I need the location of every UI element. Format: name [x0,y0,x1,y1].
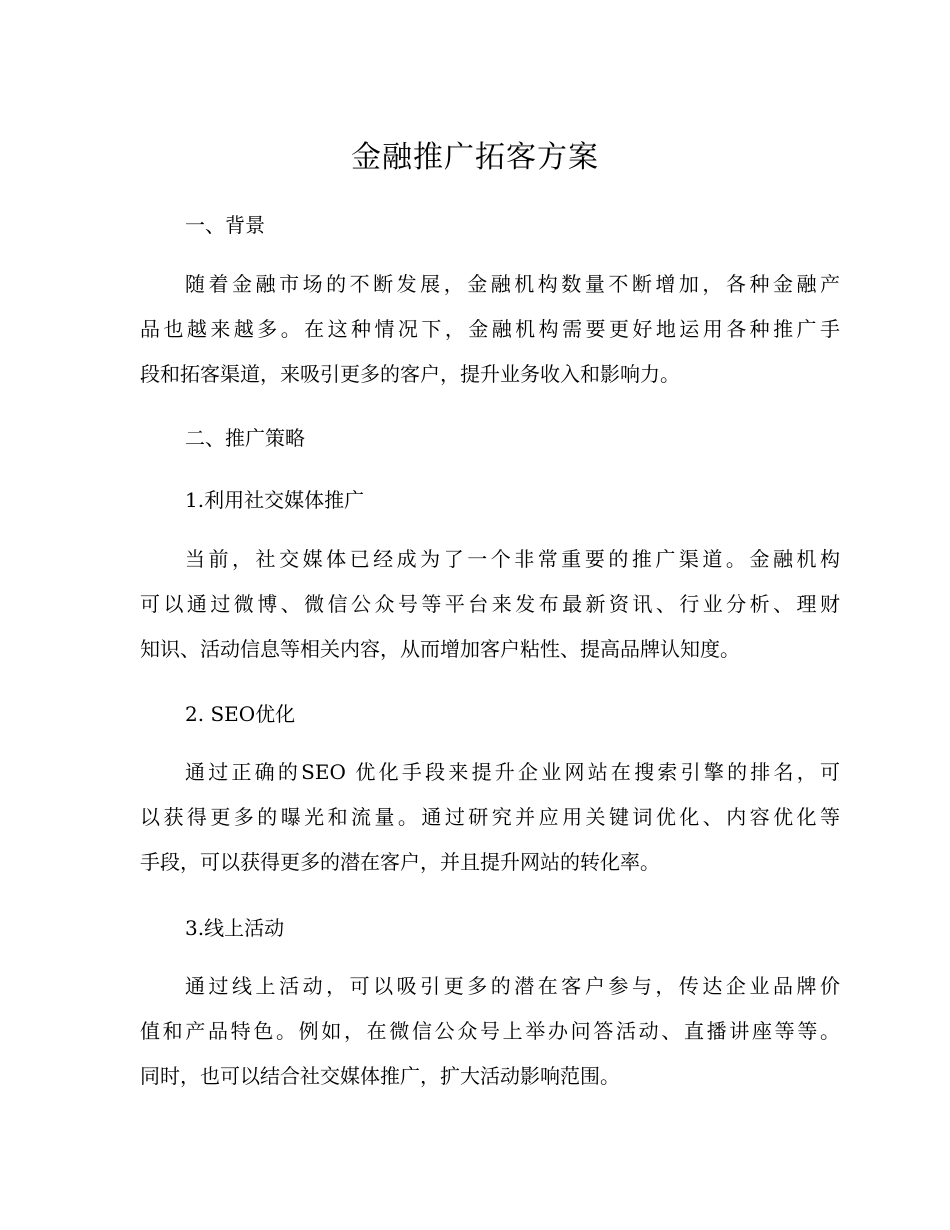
section-heading-background: 一、背景 [185,213,265,237]
paragraph-line: 当前，社交媒体已经成为了一个非常重要的推广渠道。金融机构 [185,547,840,571]
paragraph-line: 段和拓客渠道，来吸引更多的客户，提升业务收入和影响力。 [140,362,680,386]
paragraph-social-media [140,537,840,672]
paragraph-line: 品也越来越多。在这种情况下，金融机构需要更好地运用各种推广手 [140,317,840,341]
paragraph-line: 手段，可以获得更多的潜在客户，并且提升网站的转化率。 [140,850,660,874]
paragraph-line: 通过线上活动，可以吸引更多的潜在客户参与，传达企业品牌价 [185,974,840,998]
section-heading-strategy: 二、推广策略 [185,426,305,450]
document-title: 金融推广拓客方案 [351,140,599,175]
paragraph-online-activity [140,964,840,1099]
subheading-online-activity: 3.线上活动 [185,916,285,940]
paragraph-line: 以获得更多的曝光和流量。通过研究并应用关键词优化、内容优化等 [140,805,840,829]
paragraph-line: 可以通过微博、微信公众号等平台来发布最新资讯、行业分析、理财 [140,592,840,616]
subheading-social-media: 1.利用社交媒体推广 [185,488,365,512]
paragraph-background [140,262,840,397]
paragraph-seo [140,750,840,885]
paragraph-line: 值和产品特色。例如，在微信公众号上举办问答活动、直播讲座等等。 [140,1019,840,1043]
subheading-seo: 2. SEO优化 [185,702,296,726]
paragraph-line: 随着金融市场的不断发展，金融机构数量不断增加，各种金融产 [185,272,840,296]
paragraph-line: 通过正确的SEO 优化手段来提升企业网站在搜索引擎的排名，可 [185,760,840,784]
paragraph-line: 知识、活动信息等相关内容，从而增加客户粘性、提高品牌认知度。 [140,637,740,661]
paragraph-line: 同时，也可以结合社交媒体推广，扩大活动影响范围。 [140,1064,620,1088]
